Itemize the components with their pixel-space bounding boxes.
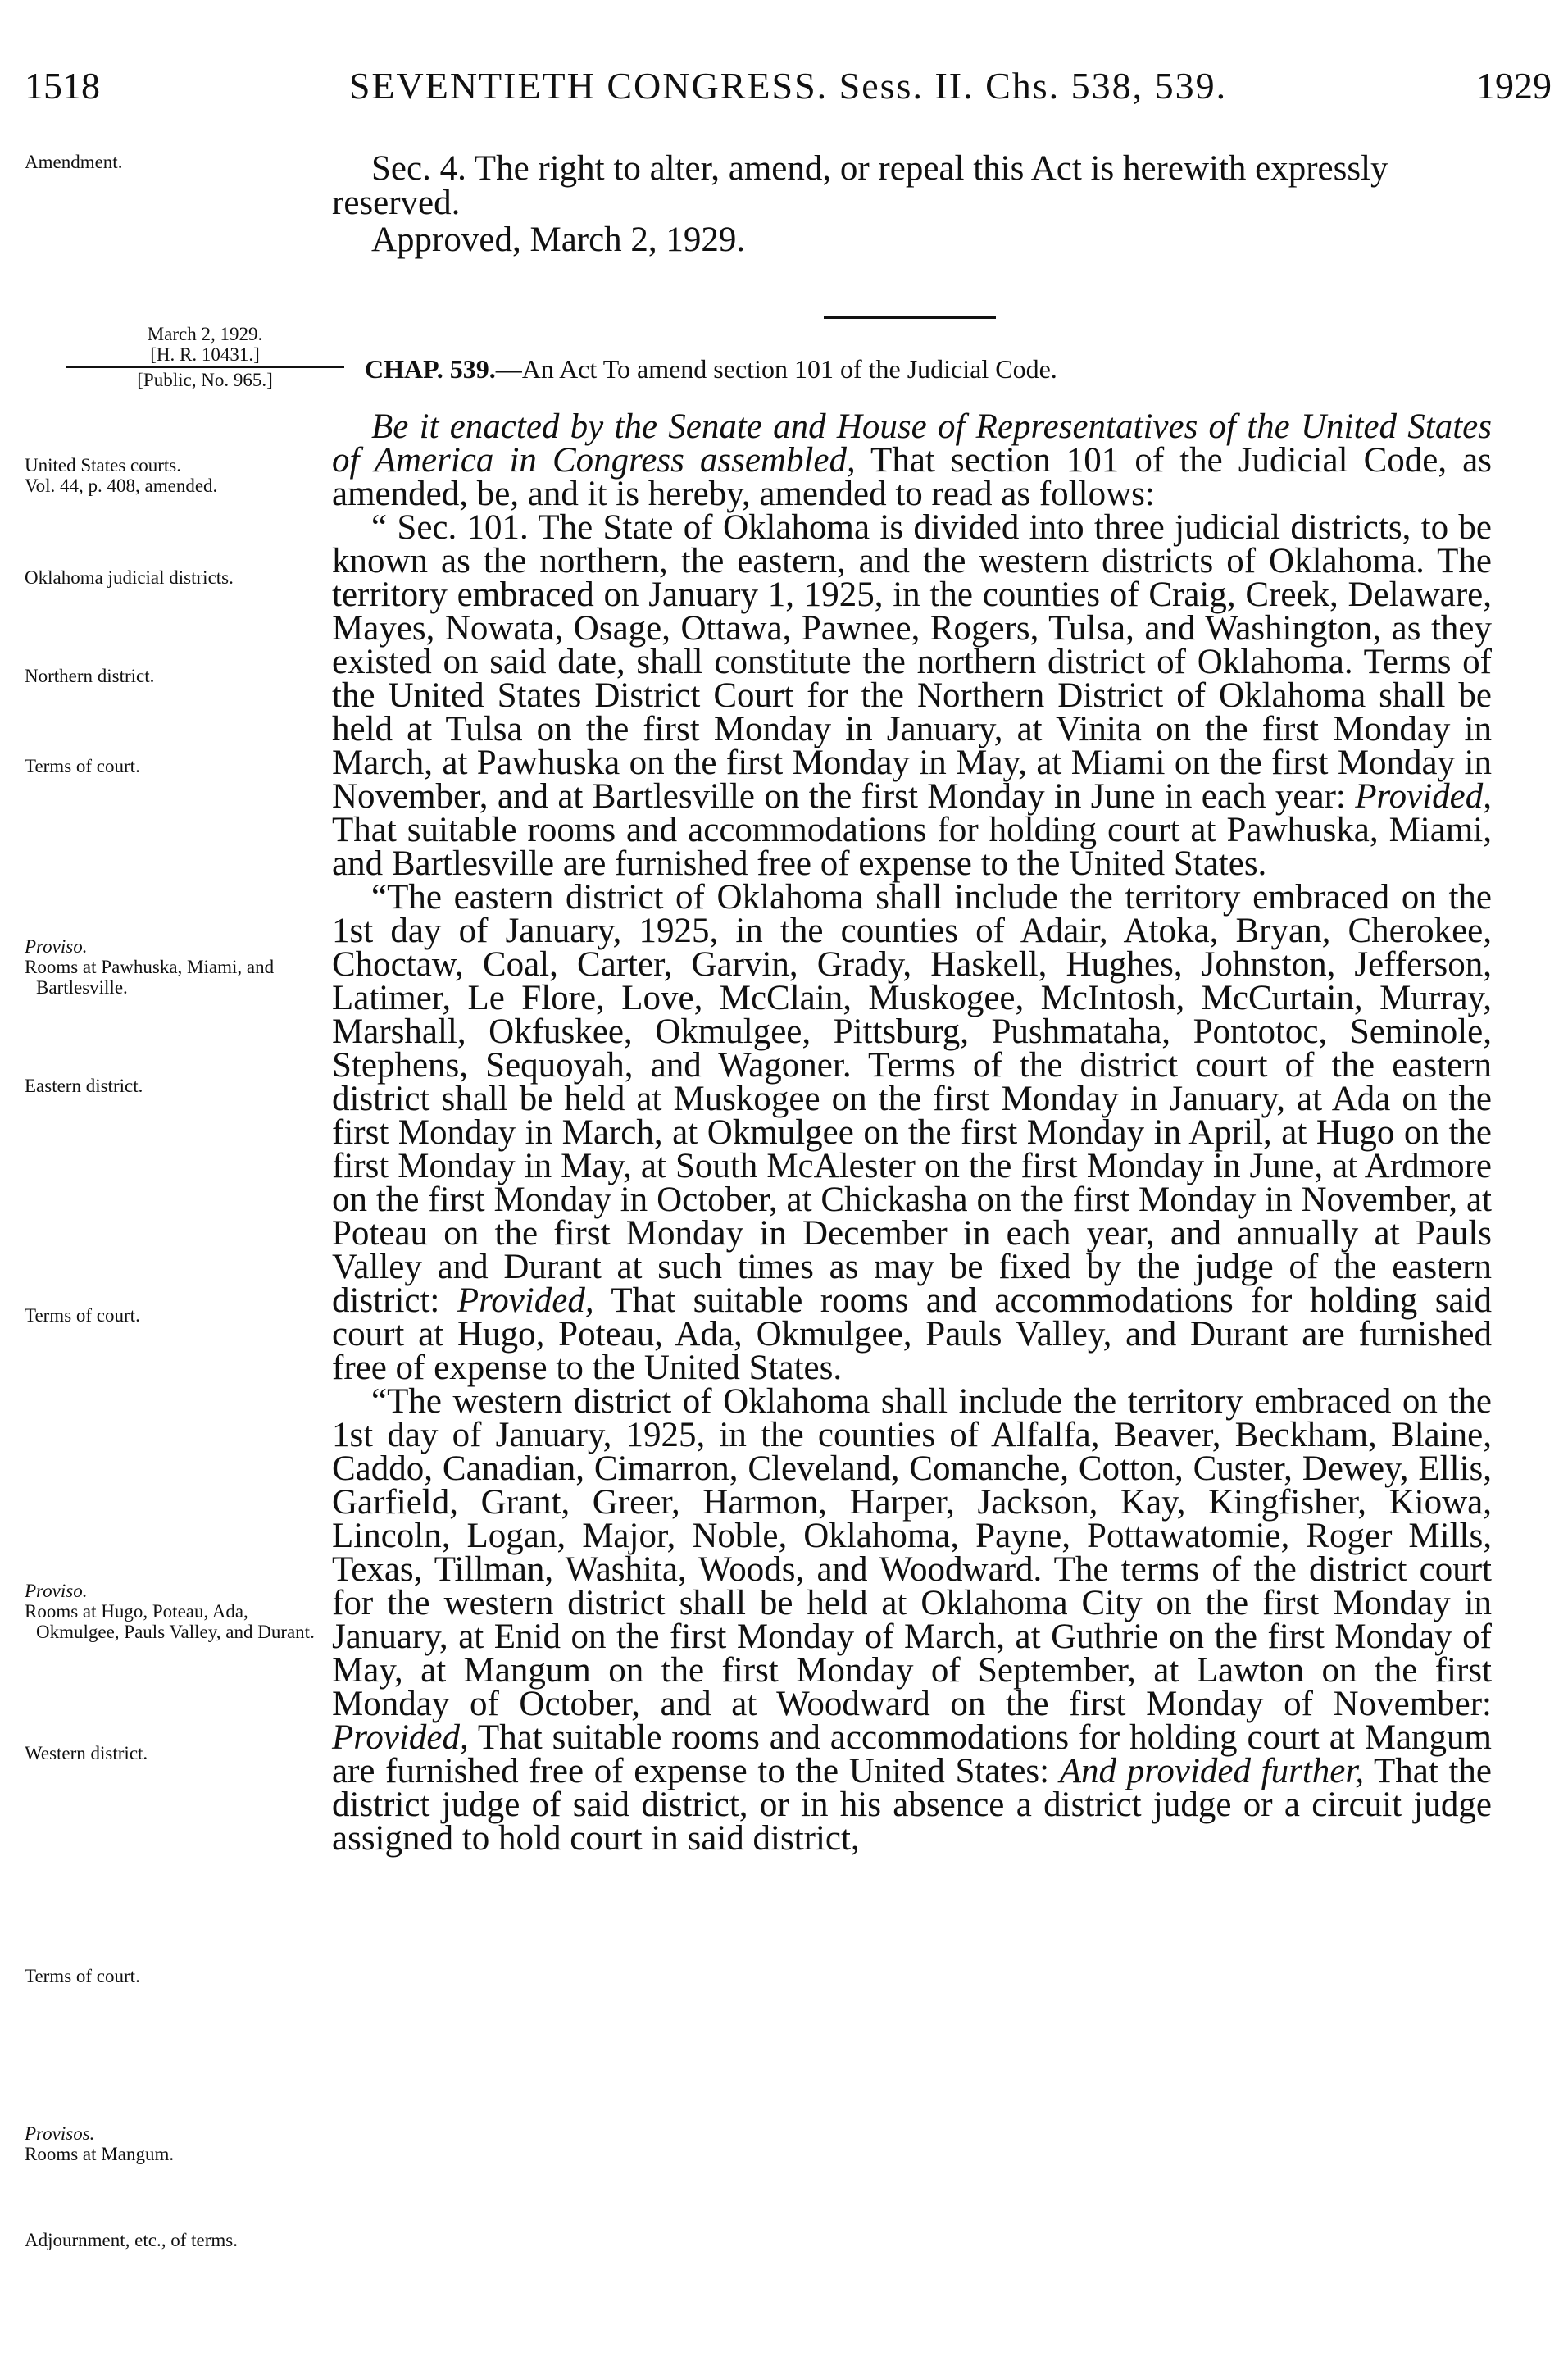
western-text-c: That the district judge of said district, or in his absence a district judge or a circuit judge assigned to hold court in said district,: [332, 1752, 1493, 1858]
margin-note: [25, 1076, 328, 1096]
page-number: 1518: [25, 65, 100, 107]
provided-1: Provided,: [1355, 777, 1492, 816]
margin-note: [25, 1305, 328, 1326]
bill-number: [H. R. 10431.]: [150, 344, 260, 365]
margin-note-proviso-2-label: Proviso.: [25, 1581, 88, 1601]
chapter-title: —An Act To amend section 101 of the Judicial Code.: [495, 354, 1057, 384]
northern-text-b: That suitable rooms and accommodations for holding court at Pawhuska, Miami, and Bartlesville are furnished free of expense to the United States.: [332, 811, 1492, 883]
margin-note-proviso-2-text: Rooms at Hugo, Poteau, Ada, Okmulgee, Pauls Valley, and Durant.: [25, 1601, 315, 1642]
provided-3: Provided,: [332, 1718, 469, 1757]
margin-note-eastern-district: Eastern district.: [25, 1076, 143, 1096]
margin-notes: [25, 0, 332, 2375]
margin-note-text: Amendment.: [25, 152, 123, 172]
header-year: 1929: [1476, 65, 1552, 107]
margin-note-adjournment: Adjournment, etc., of terms.: [25, 2230, 238, 2250]
margin-note: [25, 666, 328, 686]
chapter-divider: [824, 316, 996, 319]
section-4-text: Sec. 4. The right to alter, amend, or repeal this Act is herewith expressly reserved.: [332, 149, 1388, 222]
margin-note-proviso-1-text: Rooms at Pawhuska, Miami, and Bartlesville.: [25, 957, 275, 998]
margin-note: [25, 1743, 328, 1763]
act-body: [332, 407, 1493, 1858]
margin-note-western-district: Western district.: [25, 1743, 148, 1763]
margin-note: [25, 1966, 328, 1986]
enacting-rest: That section 101 of the Judicial Code, as amended, be, and it is hereby, amended to read as follows:: [332, 441, 1492, 513]
running-title: SEVENTIETH CONGRESS. Sess. II. Chs. 538, 539.: [348, 65, 1228, 107]
chapter-heading: [365, 354, 1057, 384]
margin-note-us-courts: United States courts.: [25, 455, 181, 475]
margin-note: [25, 2123, 328, 2164]
margin-note-proviso-3-text: Rooms at Mangum.: [25, 2144, 175, 2164]
public-law-number: [Public, No. 965.]: [137, 370, 273, 390]
margin-note-proviso-3-label: Provisos.: [25, 2123, 95, 2144]
margin-note: [25, 936, 328, 998]
margin-note: [25, 455, 328, 496]
enacting-clause: [332, 407, 1492, 513]
northern-text-a: “ Sec. 101. The State of Oklahoma is divided into three judicial districts, to be known as the northern, the eastern, and the western districts of Oklahoma. The territory embraced on January 1, 1925, in the counties of Craig, Creek, Delaware, Mayes, Nowata, Osage, Ottawa, Pawnee, Rogers, Tulsa, and Washington, as they existed on said date, shall constitute the northern district of Oklahoma. Terms of the United States District Court for the Northern District of Oklahoma shall be held at Tulsa on the first Monday in January, at Vinita on the first Monday in March, at Pawhuska on the first Monday in May, at Miami on the first Monday in November, and at Bartlesville on the first Monday in June in each year:: [332, 508, 1492, 816]
margin-note-terms-3: Terms of court.: [25, 1966, 140, 1986]
western-district-paragraph: [332, 1382, 1493, 1858]
eastern-text-b: That suitable rooms and accommodations for holding said court at Hugo, Poteau, Ada, Okmulgee, Pauls Valley, and Durant are furnished free of expense to the United States.: [332, 1281, 1493, 1387]
chapter-label: CHAP. 539.: [365, 354, 496, 384]
northern-district-paragraph: [332, 508, 1492, 883]
margin-note-oklahoma-districts: Oklahoma judicial districts.: [25, 567, 234, 588]
margin-note-proviso-1-label: Proviso.: [25, 936, 88, 957]
margin-note: [25, 1581, 328, 1642]
eastern-text-a: “The eastern district of Oklahoma shall include the territory embraced on the 1st day of January, 1925, in the counties of Adair, Atoka, Bryan, Cherokee, Choctaw, Coal, Carter, Garvin, Grady, Haskell, Hughes, Johnston, Jefferson, Latimer, Le Flore, Love, McClain, Muskogee, McIntosh, McCurtain, Murray, Marshall, Okfuskee, Okmulgee, Pittsburg, Pushmataha, Pontotoc, Seminole, Stephens, Sequoyah, and Wagoner. Terms of the district court of the eastern district shall be held at Muskogee on the first Monday in January, at Ada on the first Monday in March, at Okmulgee on the first Monday in April, at Hugo on the first Monday in May, at South McAlester on the first Monday in June, at Ardmore on the first Monday in October, at Chickasha on the first Monday in November, at Poteau on the first Monday in December in each year, and annually at Pauls Valley and Durant at such times as may be fixed by the judge of the eastern district:: [332, 878, 1492, 1320]
provided-further: And provided further,: [1059, 1752, 1365, 1790]
provided-2: Provided,: [457, 1281, 594, 1320]
margin-note-northern-district: Northern district.: [25, 666, 155, 686]
western-text-a: “The western district of Oklahoma shall include the territory embraced on the 1st day of January, 1925, in the counties of Alfalfa, Beaver, Beckham, Blaine, Caddo, Canadian, Cimarron, Cleveland, Comanche, Cotton, Custer, Dewey, Ellis, Garfield, Grant, Greer, Harmon, Harper, Jackson, Kay, Kingfisher, Kiowa, Lincoln, Logan, Major, Noble, Oklahoma, Payne, Pottawatomie, Roger Mills, Texas, Tillman, Washita, Woods, and Woodward. The terms of the district court for the western district shall be held at Oklahoma City on the first Monday in January, at Enid on the first Monday of March, at Guthrie on the first Monday of May, at Mangum on the first Monday of September, at Lawton on the first Monday of October, and at Woodward on the first Monday of November:: [332, 1382, 1492, 1723]
western-text-b: That suitable rooms and accommodations for holding court at Mangum are furnished free of expense to the United States:: [332, 1718, 1492, 1790]
margin-note: [25, 756, 328, 776]
margin-note: [25, 2230, 328, 2250]
section-4: [332, 149, 1492, 222]
margin-note: [25, 567, 328, 588]
approval-line: Approved, March 2, 1929.: [371, 221, 746, 259]
margin-note-vol-ref: Vol. 44, p. 408, amended.: [25, 475, 218, 496]
bill-date: March 2, 1929.: [147, 324, 263, 344]
enacting-formula: Be it enacted by the Senate and House of Representatives of the United States of America in Congress assembled,: [332, 407, 1492, 480]
margin-note-terms-1: Terms of court.: [25, 756, 140, 776]
eastern-district-paragraph: [332, 880, 1492, 1385]
margin-note-terms-2: Terms of court.: [25, 1305, 140, 1326]
